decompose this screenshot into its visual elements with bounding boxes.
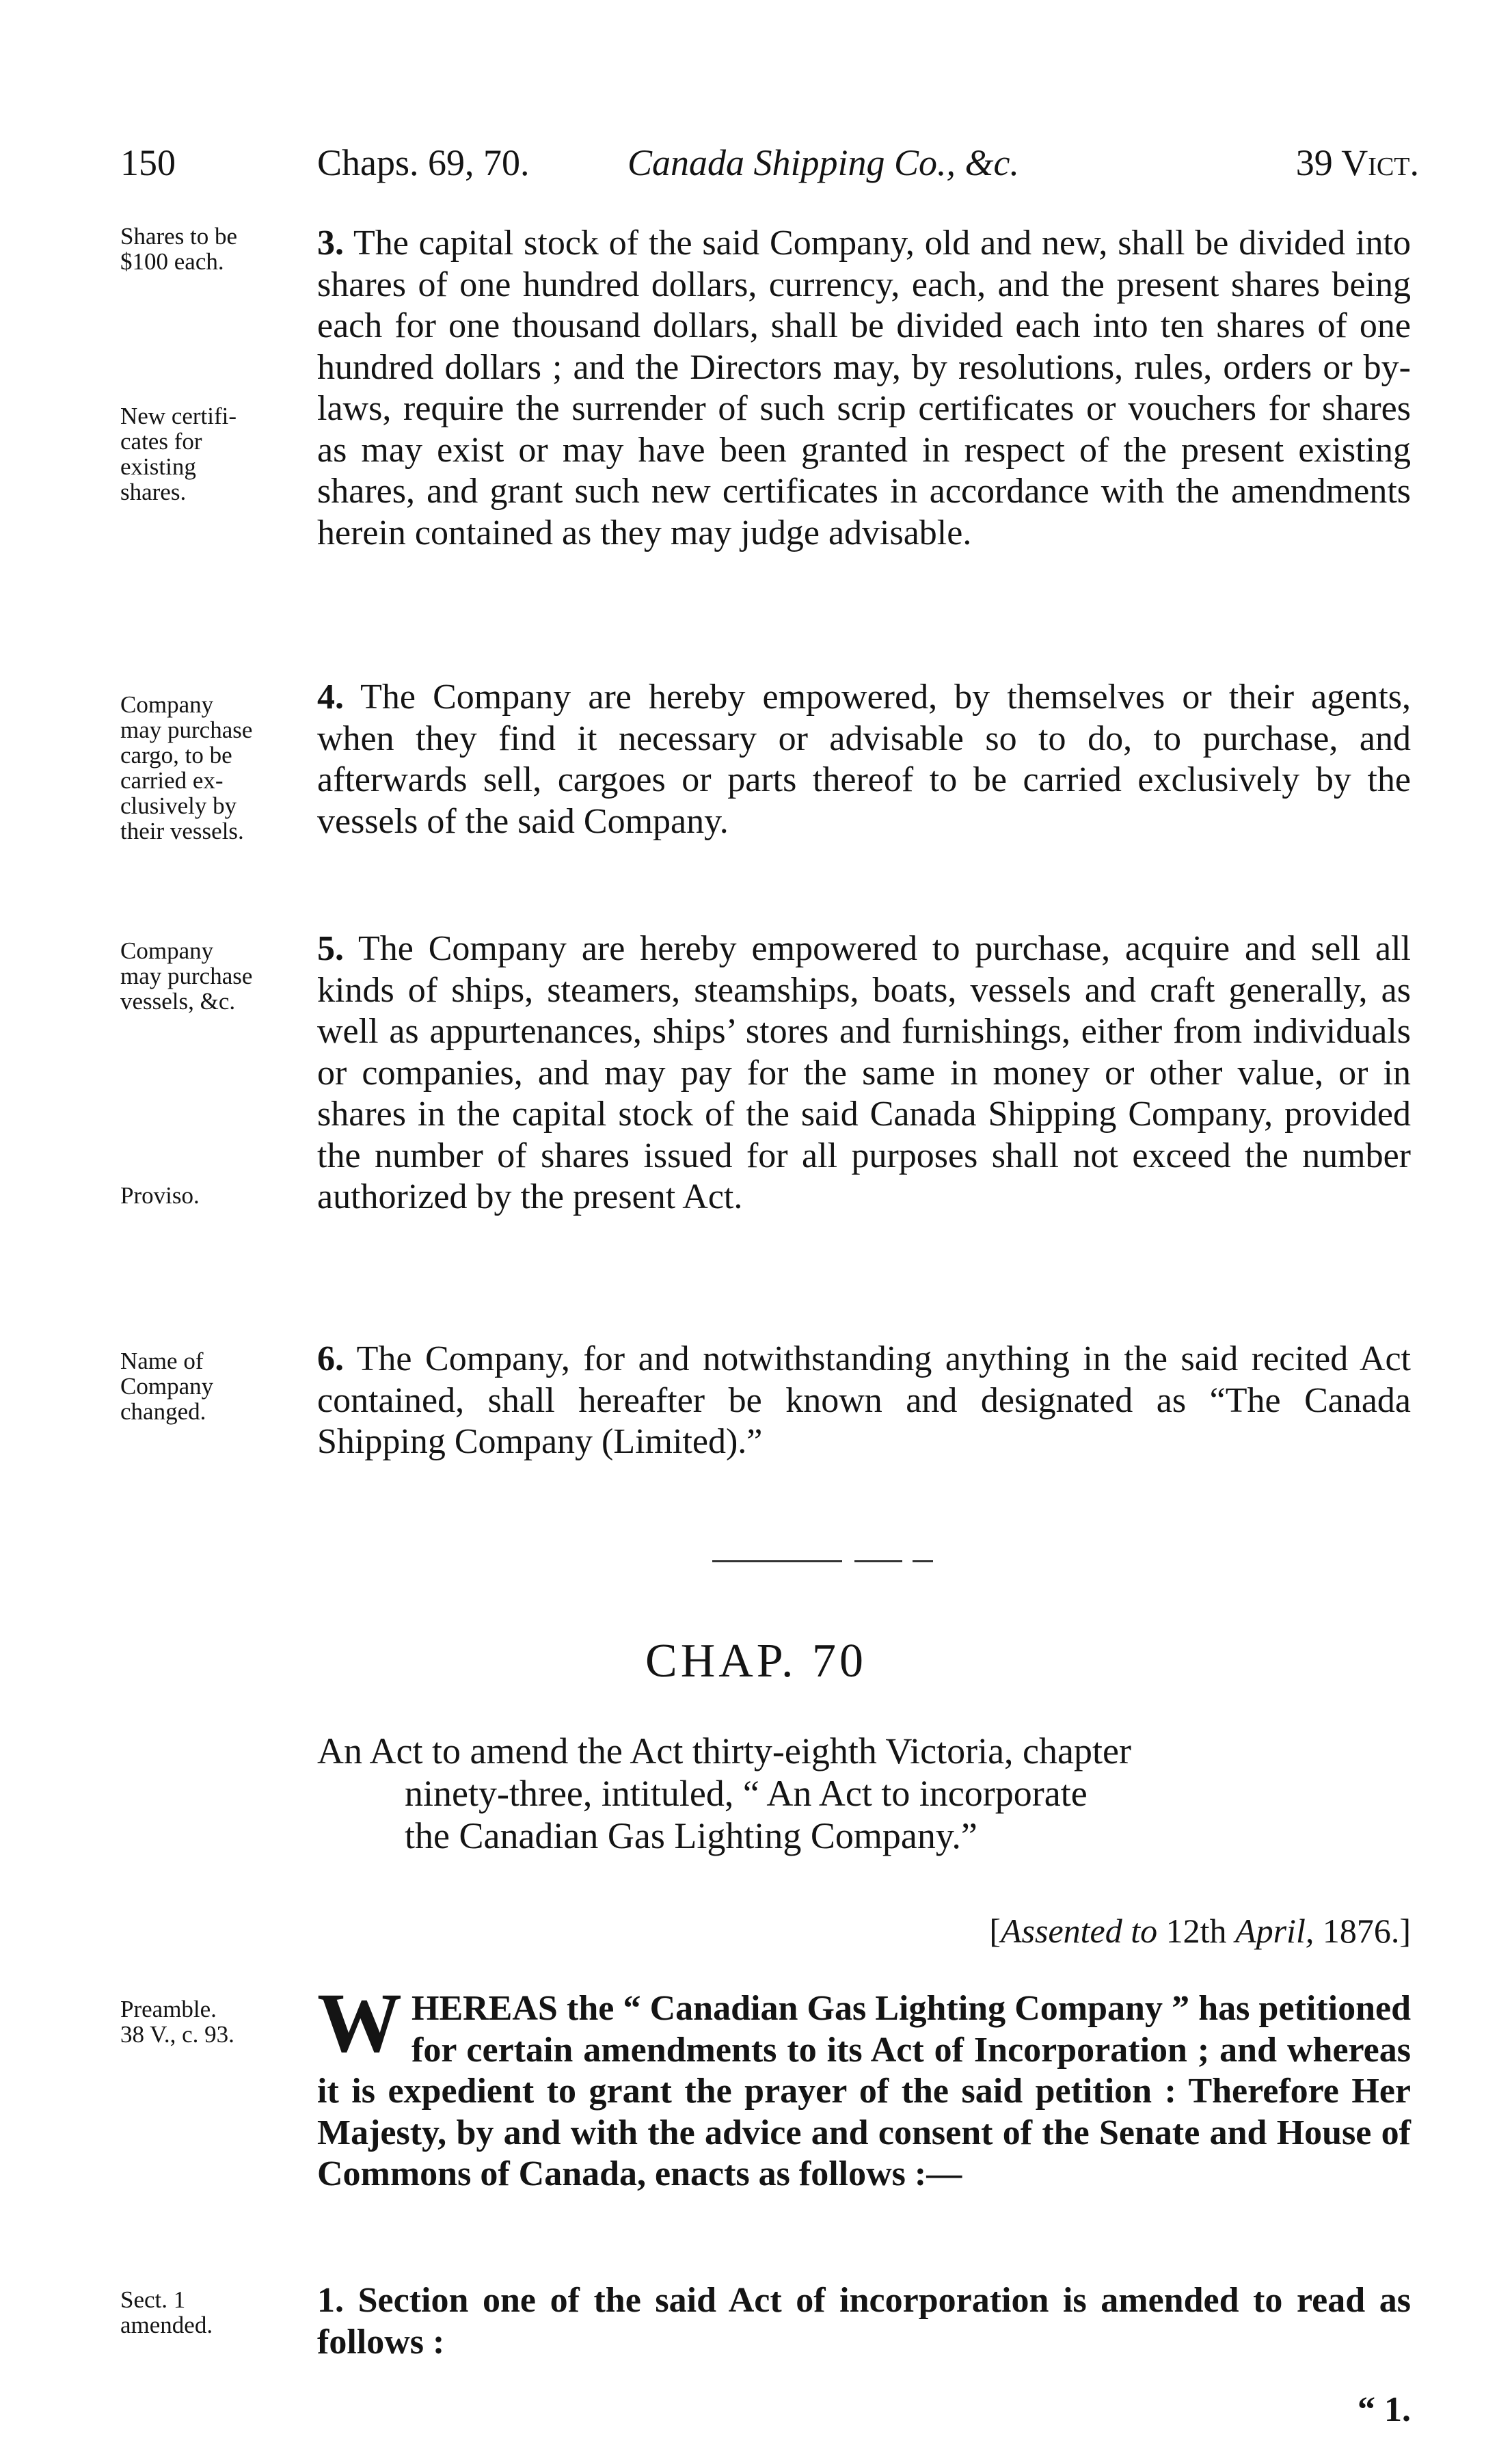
margin-note-shares: Shares to be $100 each.: [120, 223, 238, 275]
margin-note-preamble: Preamble. 38 V., c. 93.: [120, 1996, 234, 2048]
section-5: [317, 928, 1411, 1218]
margin-note-company-may-purchase-cargo: Company may purchase cargo, to be carried ex- clusively by their vessels.: [120, 691, 253, 844]
section-1: [317, 2280, 1411, 2363]
act-title: An Act to amend the Act thirty-eighth Victoria, chapter ninety-three, intituled, “ An Act to incorporate the Canadian Gas Lighting Company.”: [317, 1730, 1131, 1856]
section-3: [317, 223, 1411, 554]
margin-note-name-changed: Name of Company changed.: [120, 1348, 214, 1425]
assent-date: [Assented to 12th April, 1876.]: [989, 1912, 1411, 1950]
running-head-title: Canada Shipping Co., &c.: [627, 142, 1020, 183]
margin-note-company-may-purchase-vessels: Company may purchase vessels, &c.: [120, 937, 253, 1015]
section-text: The Company are hereby empowered, by themselves or their agents, when they find it necessary or advisable so to do, to purchase, and afterwards sell, cargoes or parts thereof to be carried exclusively by the vessels of the said Company.: [317, 678, 1411, 841]
margin-note-new-certificates: New certifi- cates for existing shares.: [120, 403, 237, 505]
separator-rule-dash: [913, 1560, 933, 1562]
running-head: [120, 135, 1419, 190]
running-head-chapters: Chaps. 69, 70.: [317, 142, 530, 183]
chapter-heading: CHAP. 70: [645, 1635, 867, 1687]
separator-rule: [712, 1560, 842, 1562]
section-number: 4.: [317, 678, 344, 717]
section-text: Section one of the said Act of incorporation is amended to read as follows :: [317, 2281, 1411, 2362]
section-6: [317, 1339, 1411, 1463]
page-number: 150: [120, 142, 176, 183]
drop-cap: W: [317, 1976, 402, 2070]
section-4: [317, 677, 1411, 842]
section-text: The Company are hereby empowered to purchase, acquire and sell all kinds of ships, steamers, steamships, boats, vessels and craft generally, as well as appurtenances, ships’ stores and furnishings, either from individuals or companies, and may pay for the same in money or other value, or in shares in the capital stock of the said Canada Shipping Company, provided the number of shares issued for all purposes shall not exceed the number authorized by the present Act.: [317, 929, 1412, 1216]
section-number: 1.: [317, 2281, 344, 2320]
section-text: The capital stock of the said Company, old and new, shall be divided into shares of one hundred dollars, currency, each, and the present shares being each for one thousand dollars, shall be divided each into ten shares of one hundred dollars ; and the Directors may, by resolutions, rules, orders or by-laws, require the surrender of such scrip certificates or vouchers for shares as may exist or may have been granted in respect of the present existing shares, and grant such new certificates in accordance with the amendments herein contained as they may judge advisable.: [317, 224, 1412, 552]
catchword: “ 1.: [1358, 2390, 1411, 2429]
section-number: 3.: [317, 224, 344, 263]
separator-rule-short: [854, 1560, 902, 1562]
section-number: 5.: [317, 929, 344, 968]
margin-note-proviso: Proviso.: [120, 1182, 200, 1209]
section-number: 6.: [317, 1339, 344, 1378]
margin-note-sect-1-amended: Sect. 1 amended.: [120, 2286, 213, 2338]
preamble: W HEREAS the “ Canadian Gas Lighting Company ” has petitioned for certain amendments to its Act of Incorporation ; and whereas it is expedient to grant the prayer of the said petition : Therefore Her Majesty, by and with the advice and consent of the Senate and House of Commons of Canada, enacts as follows :—: [317, 1976, 1412, 2193]
running-head-year: 39 Vict.: [1295, 142, 1419, 183]
section-text: The Company, for and notwithstanding anything in the said recited Act contained, shall hereafter be known and designated as “The Canada Shipping Company (Limited).”: [317, 1339, 1412, 1461]
